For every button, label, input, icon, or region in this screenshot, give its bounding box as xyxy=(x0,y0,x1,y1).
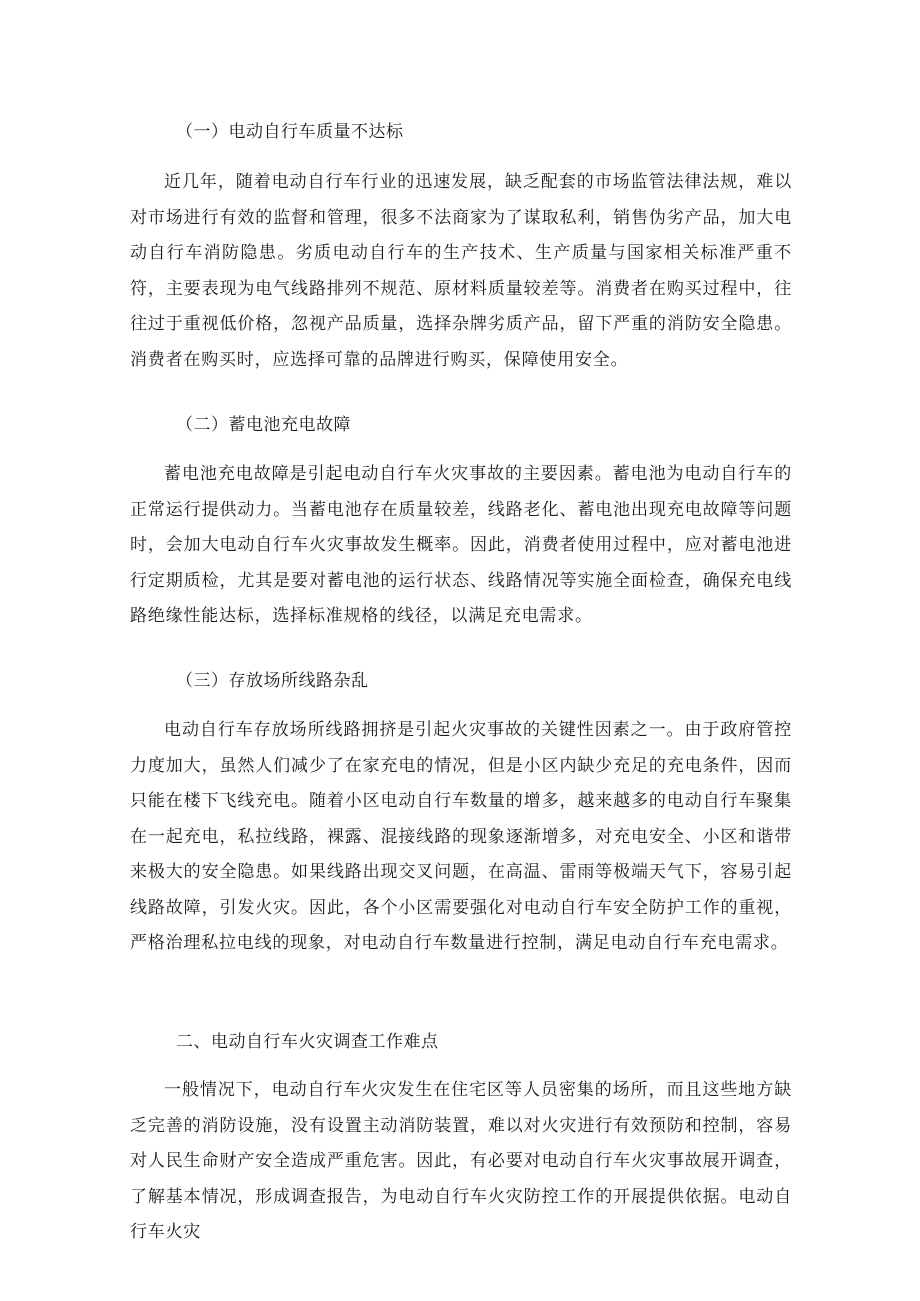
section-heading-wiring: （三）存放场所线路杂乱 xyxy=(176,671,369,691)
paragraph-battery: 蓄电池充电故障是引起电动自行车火灾事故的主要因素。蓄电池为电动自行车的正常运行提供动力。当蓄电池存在质量较差，线路老化、蓄电池出现充电故障等问题时，会加大电动自行车火灾事故发生概率。因此，消费者使用过程中，应对蓄电池进行定期质检，尤其是要对蓄电池的运行状态、线路情况等实施全面检查，确保充电线路绝缘性能达标，选择标准规格的线径，以满足充电需求。 xyxy=(130,464,792,626)
section-heading-investigation: 二、电动自行车火灾调查工作难点 xyxy=(176,1032,439,1052)
paragraph-investigation: 一般情况下，电动自行车火灾发生在住宅区等人员密集的场所，而且这些地方缺乏完善的消防设施，没有设置主动消防装置，难以对火灾进行有效预防和控制，容易对人民生命财产安全造成严重危害。因此，有必要对电动自行车火灾事故展开调查，了解基本情况，形成调查报告，为电动自行车火灾防控工作的开展提供依据。电动自行车火灾 xyxy=(130,1080,792,1242)
section-heading-battery: （二）蓄电池充电故障 xyxy=(176,415,351,435)
paragraph-wiring: 电动自行车存放场所线路拥挤是引起火灾事故的关键性因素之一。由于政府管控力度加大，虽然人们减少了在家充电的情况，但是小区内缺少充足的充电条件，因而只能在楼下飞线充电。随着小区电动自行车数量的增多，越来越多的电动自行车聚集在一起充电，私拉线路，裸露、混接线路的现象逐渐增多，对充电安全、小区和谐带来极大的安全隐患。如果线路出现交叉问题，在高温、雷雨等极端天气下，容易引起线路故障，引发火灾。因此，各个小区需要强化对电动自行车安全防护工作的重视，严格治理私拉电线的现象，对电动自行车数量进行控制，满足电动自行车充电需求。 xyxy=(130,720,792,953)
section-heading-quality: （一）电动自行车质量不达标 xyxy=(176,122,404,142)
paragraph-quality: 近几年，随着电动自行车行业的迅速发展，缺乏配套的市场监管法律法规，难以对市场进行有效的监督和管理，很多不法商家为了谋取私利，销售伪劣产品，加大电动自行车消防隐患。劣质电动自行车的生产技术、生产质量与国家相关标准严重不符，主要表现为电气线路排列不规范、原材料质量较差等。消费者在购买过程中，往往过于重视低价格，忽视产品质量，选择杂牌劣质产品，留下严重的消防安全隐患。消费者在购买时，应选择可靠的品牌进行购买，保障使用安全。 xyxy=(130,172,792,370)
